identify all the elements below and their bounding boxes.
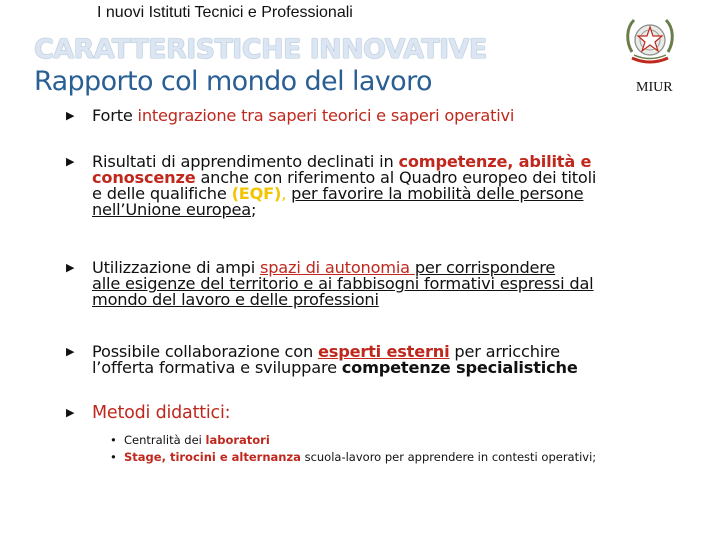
bullet-3-line2: alle esigenze del territorio e ai fabbisogni formativi espressi dal xyxy=(92,274,594,293)
bullet-2-line3: e delle qualifiche xyxy=(92,184,232,203)
sub-item-1 xyxy=(110,433,270,447)
slide-caption: I nuovi Istituti Tecnici e Professionali xyxy=(97,4,353,21)
bullet-arrow-icon: ▶ xyxy=(66,406,75,419)
sub-2-highlight: Stage, tirocini e alternanza xyxy=(124,450,301,464)
bullet-4-line1-end: per arricchire xyxy=(449,342,560,361)
bullet-3-highlight: spazi di autonomia xyxy=(260,258,415,277)
bullet-2-highlight-competenze: competenze, abilità e xyxy=(398,152,592,171)
bullet-arrow-icon: ▶ xyxy=(66,345,75,358)
bullet-2-mobility: per favorire la mobilità delle persone xyxy=(291,184,584,203)
bullet-4-highlight: esperti esterni xyxy=(317,342,450,361)
bullet-3-line3: mondo del lavoro e delle professioni xyxy=(92,290,379,309)
bullet-5-label: Metodi didattici: xyxy=(92,403,231,423)
bullet-4-competenze: competenze specialistiche xyxy=(341,358,578,377)
bullet-2-highlight-conoscenze: conoscenze xyxy=(92,168,196,187)
sub-bullet-icon: • xyxy=(110,450,117,464)
bullet-2-eu: nell’Unione europea xyxy=(92,200,252,219)
sub-bullet-icon: • xyxy=(110,433,117,447)
title-line-2: Rapporto col mondo del lavoro xyxy=(34,66,432,97)
bullet-arrow-icon: ▶ xyxy=(66,155,75,168)
bullet-1-text: Forte xyxy=(92,106,138,125)
sub-1-highlight: laboratori xyxy=(205,433,270,447)
bullet-3-line1-end: per corrispondere xyxy=(414,258,556,277)
org-label: MIUR xyxy=(636,80,673,95)
bullet-4-line1: Possibile collaborazione con xyxy=(92,342,318,361)
sub-1-text: Centralità dei xyxy=(124,433,206,447)
bullet-3-line1: Utilizzazione di ampi xyxy=(92,258,260,277)
bullet-2-line1: Risultati di apprendimento declinati in xyxy=(92,152,399,171)
sub-2-text: scuola-lavoro per apprendere in contesti operativi; xyxy=(300,450,597,464)
bullet-2-eqf: (EQF) xyxy=(231,184,282,203)
bullet-4-line2: l’offerta formativa e sviluppare xyxy=(92,358,342,377)
italian-republic-emblem-icon xyxy=(624,12,676,70)
bullet-arrow-icon: ▶ xyxy=(66,261,75,274)
bullet-2-line2: anche con riferimento al Quadro europeo dei titoli xyxy=(195,168,597,187)
bullet-1-highlight: integrazione tra saperi teorici e saperi operativi xyxy=(137,106,515,125)
title-line-1: CARATTERISTICHE INNOVATIVE xyxy=(34,34,487,65)
bullet-2-comma: , xyxy=(281,184,292,203)
sub-item-2 xyxy=(110,450,596,464)
bullet-arrow-icon: ▶ xyxy=(66,109,75,122)
bullet-2-semicolon: ; xyxy=(251,200,257,219)
